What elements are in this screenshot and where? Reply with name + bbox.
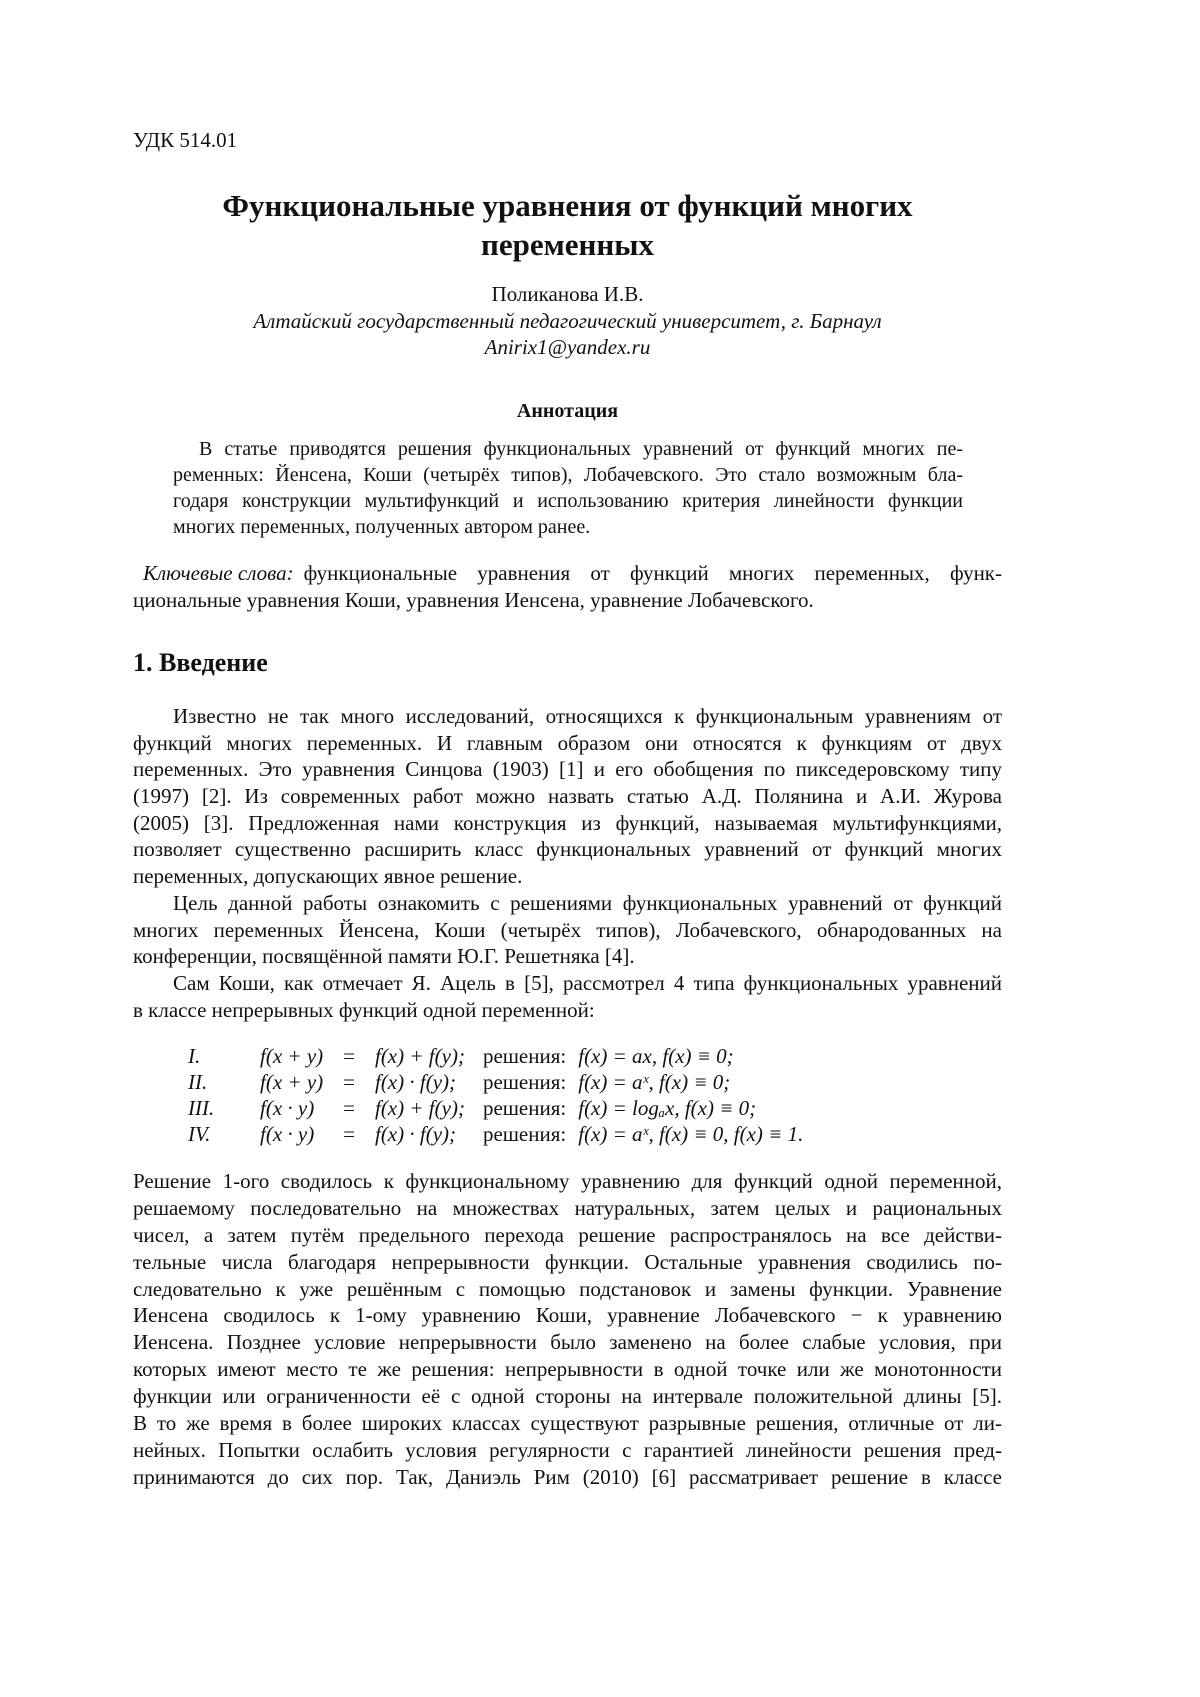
eq-relation: = (329, 1043, 369, 1069)
paper-title (133, 186, 1002, 264)
eq-number: III. (182, 1095, 254, 1121)
text-line: позволяет существенно расширить класс функциональных уравнений от функций многих (133, 836, 1002, 863)
keywords-line: циональные уравнения Коши, уравнения Иенсена, уравнение Лобачевского. (133, 587, 1002, 614)
eq-number: II. (182, 1069, 254, 1095)
abstract-line: В статье приводятся решения функциональных уравнений от функций многих пе- (173, 436, 963, 462)
equation-row (182, 1121, 809, 1147)
text-line: конференции, посвящённой памяти Ю.Г. Решетняка [4]. (133, 943, 1002, 970)
eq-lhs: f(x + y) (254, 1043, 329, 1069)
udk-code: УДК 514.01 (133, 128, 237, 153)
eq-label: решения: (471, 1121, 572, 1147)
eq-rhs: f(x) + f(y); (369, 1043, 471, 1069)
eq-label: решения: (471, 1095, 572, 1121)
eq-rhs: f(x) · f(y); (369, 1069, 471, 1095)
abstract (173, 436, 963, 540)
eq-relation: = (329, 1069, 369, 1095)
text-line: Решение 1-ого сводилось к функциональному уравнению для функций одной переменной, (133, 1168, 1002, 1195)
keywords-line: функциональные уравнения от функций многих переменных, функ- (304, 560, 1002, 587)
eq-lhs: f(x · y) (254, 1121, 329, 1147)
eq-solution: f(x) = ax, f(x) ≡ 0; (572, 1043, 809, 1069)
author: Поликанова И.В. (133, 282, 1002, 307)
email: Anirix1@yandex.ru (133, 335, 1002, 360)
text-line: Сам Коши, как отмечает Я. Ацель в [5], рассмотрел 4 типа функциональных уравнений (133, 970, 1002, 997)
text-line: следовательно к уже решённым с помощью подстановок и замены функции. Уравнение (133, 1276, 1002, 1303)
text-line: (2005) [3]. Предложенная нами конструкция из функций, называемая мультифункциями, (133, 810, 1002, 837)
abstract-heading: Аннотация (133, 400, 1002, 423)
intro-text (133, 703, 1002, 1023)
text-line: чисел, а затем путём предельного перехода решение распространялось на все действи- (133, 1222, 1002, 1249)
equation-row (182, 1069, 809, 1095)
keywords-label: Ключевые слова: (133, 560, 294, 587)
keywords (133, 560, 1002, 613)
eq-rhs: f(x) + f(y); (369, 1095, 471, 1121)
text-line: Известно не так много исследований, относящихся к функциональным уравнениям от (133, 703, 1002, 730)
eq-lhs: f(x + y) (254, 1069, 329, 1095)
eq-rhs: f(x) · f(y); (369, 1121, 471, 1147)
eq-relation: = (329, 1121, 369, 1147)
text-line: принимаются до сих пор. Так, Даниэль Рим (2010) [6] рассматривает решение в классе (133, 1464, 1002, 1491)
eq-solution: f(x) = aˣ, f(x) ≡ 0; (572, 1069, 809, 1095)
title-line: переменных (133, 225, 1002, 264)
eq-solution: f(x) = logₐx, f(x) ≡ 0; (572, 1095, 809, 1121)
eq-relation: = (329, 1095, 369, 1121)
eq-lhs: f(x · y) (254, 1095, 329, 1121)
abstract-line: ременных: Йенсена, Коши (четырёх типов), Лобачевского. Это стало возможным бла- (173, 462, 963, 488)
text-line: функций многих переменных. И главным образом они относятся к функциям от двух (133, 730, 1002, 757)
text-line: (1997) [2]. Из современных работ можно назвать статью А.Д. Полянина и А.И. Журова (133, 783, 1002, 810)
text-line: В то же время в более широких классах существуют разрывные решения, отличные от ли- (133, 1410, 1002, 1437)
text-line: многих переменных Йенсена, Коши (четырёх типов), Лобачевского, обнародованных на (133, 917, 1002, 944)
body-text (133, 1168, 1002, 1491)
eq-number: IV. (182, 1121, 254, 1147)
abstract-line: многих переменных, полученных автором ранее. (173, 514, 963, 540)
text-line: функции или ограниченности её с одной стороны на интервале положительной длины [5]. (133, 1383, 1002, 1410)
text-line: нейных. Попытки ослабить условия регулярности с гарантией линейности решения пред- (133, 1437, 1002, 1464)
abstract-line: годаря конструкции мультифункций и использованию критерия линейности функции (173, 488, 963, 514)
equations-table (182, 1043, 809, 1147)
text-line: Цель данной работы ознакомить с решениями функциональных уравнений от функций (133, 890, 1002, 917)
text-line: Иенсена сводилось к 1-ому уравнению Коши, уравнение Лобачевского − к уравнению (133, 1302, 1002, 1329)
text-line: тельные числа благодаря непрерывности функции. Остальные уравнения сводились по- (133, 1249, 1002, 1276)
text-line: переменных. Это уравнения Синцова (1903) [1] и его обобщения по пикседеровскому типу (133, 756, 1002, 783)
eq-label: решения: (471, 1043, 572, 1069)
section-heading: 1. Введение (133, 648, 268, 678)
text-line: переменных, допускающих явное решение. (133, 863, 1002, 890)
equation-row (182, 1095, 809, 1121)
text-line: Иенсена. Позднее условие непрерывности было заменено на более слабые условия, при (133, 1329, 1002, 1356)
text-line: в классе непрерывных функций одной переменной: (133, 997, 1002, 1024)
eq-number: I. (182, 1043, 254, 1069)
equation-row (182, 1043, 809, 1069)
eq-solution: f(x) = aˣ, f(x) ≡ 0, f(x) ≡ 1. (572, 1121, 809, 1147)
affiliation: Алтайский государственный педагогический университет, г. Барнаул (133, 309, 1002, 334)
text-line: которых имеют место те же решения: непрерывности в одной точке или же монотонности (133, 1356, 1002, 1383)
eq-label: решения: (471, 1069, 572, 1095)
text-line: решаемому последовательно на множествах натуральных, затем целых и рациональных (133, 1195, 1002, 1222)
title-line: Функциональные уравнения от функций многих (133, 186, 1002, 225)
